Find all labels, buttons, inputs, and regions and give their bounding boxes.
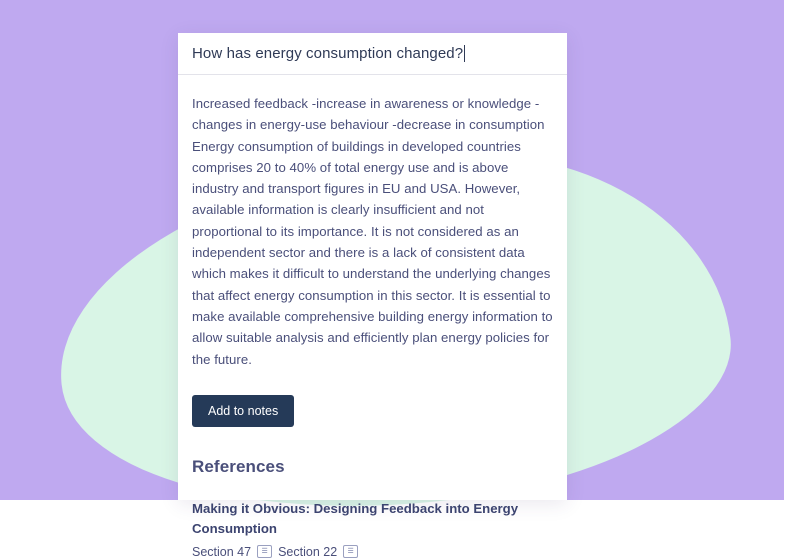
reference-section-left: Section 47 (192, 544, 252, 559)
references-heading: References (192, 456, 285, 476)
reference-section-right: Section 22 (278, 544, 338, 559)
article-card (178, 33, 567, 559)
card-body (178, 75, 567, 559)
add-to-notes-button[interactable]: Add to notes (192, 395, 294, 427)
button-row (192, 395, 553, 427)
list-icon: ☰ (343, 545, 358, 558)
list-icon: ☰ (257, 545, 272, 558)
reference-title[interactable]: Making it Obvious: Designing Feedback into Energy Consumption (192, 500, 519, 536)
right-edge-strip (784, 0, 800, 500)
text-cursor (464, 45, 465, 62)
article-paragraph: Increased feedback -increase in awareness or knowledge -changes in energy-use behaviour -decrease in consumption Energy consumption of buildings in developed countries comprises 20 to 40% of total energy use and is above industry and transport figures in EU and USA. However, available information is clearly insufficient and not proportional to its importance. It is not considered as an independent sector and there is a lack of consistent data which makes it difficult to understand the underlying changes that affect energy consumption in this sector. It is essential to make available comprehensive building energy information to allow suitable analysis and efficiently plan energy policies for the future. (192, 96, 553, 367)
page-title: How has energy consumption changed? (192, 45, 464, 62)
title-bar[interactable] (178, 33, 567, 75)
reference-meta (192, 545, 553, 559)
